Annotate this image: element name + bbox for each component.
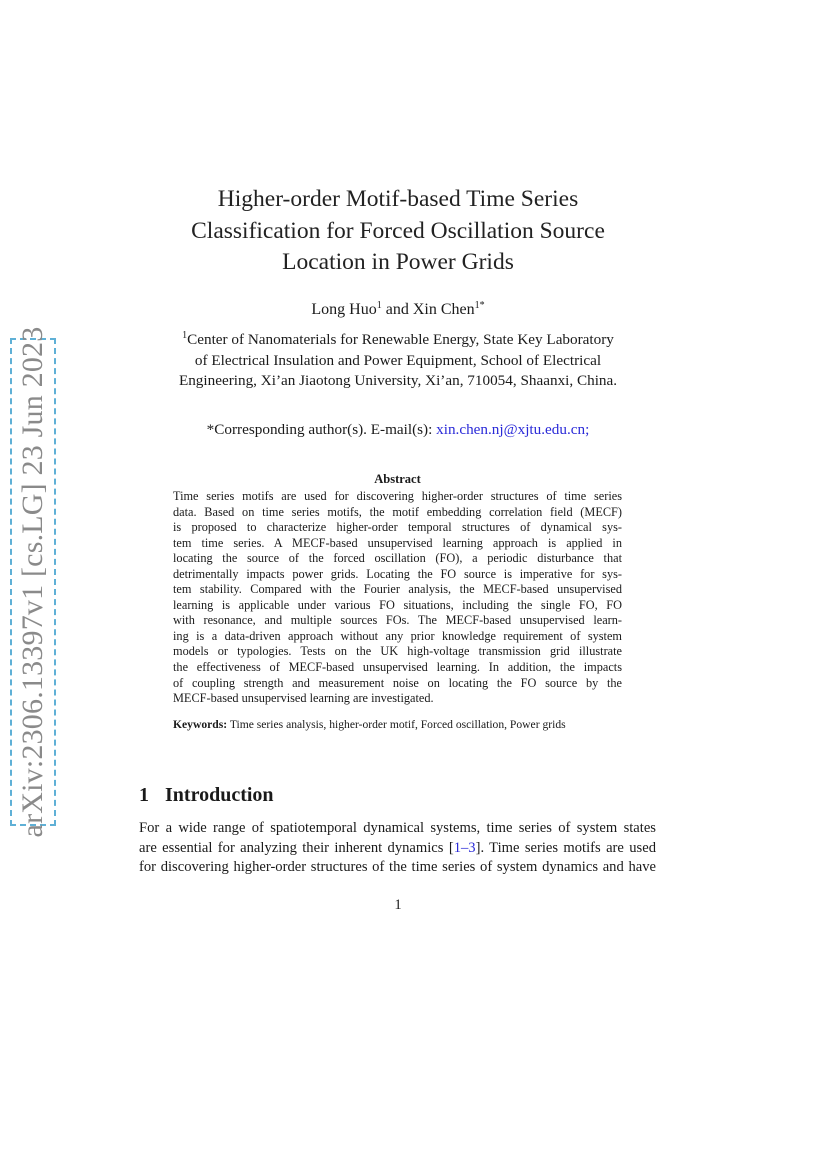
abstract-line: MECF-based unsupervised learning are investigated. [173,691,434,706]
arxiv-stamp [10,326,56,838]
affiliation-line: Engineering, Xi’an Jiaotong University, Xi’an, 710054, Shaanxi, China. [178,372,618,389]
body-text-segment: ]. Time series motifs are used [475,839,656,856]
affiliation [150,330,646,392]
abstract-line: tem stability. Compared with the Fourier analysis, the MECF-based unsupervised [173,582,622,597]
paper-title [160,184,636,279]
abstract-heading: Abstract [374,472,421,486]
body-line [139,839,656,859]
affiliation-line: of Electrical Insulation and Power Equipment, School of Electrical [194,351,602,369]
title-line: Classification for Forced Oscillation Source [191,217,605,244]
section-title: Introduction [165,784,274,806]
keywords-text: Time series analysis, higher-order motif, Forced oscillation, Power grids [229,718,566,731]
abstract-body [173,489,622,707]
corresponding-author [150,420,646,440]
body-line: For a wide range of spatiotemporal dynamical systems, time series of system states [139,820,656,836]
author-name: Long Huo [311,301,377,318]
keywords [173,717,633,732]
page-number: 1 [394,897,402,913]
introduction-text [139,819,656,878]
abstract-line: Time series motifs are used for discovering higher-order structures of time series [173,489,622,503]
keywords-label: Keywords: [173,718,228,731]
body-text-segment: are essential for analyzing their inherent dynamics [ [139,839,454,856]
affiliation-line: Center of Nanomaterials for Renewable Energy, State Key Laboratory [187,331,614,348]
section-number: 1 [139,784,149,806]
abstract-line: models or typologies. Tests on the UK high-voltage transmission grid illustrate [173,644,622,659]
title-line: Higher-order Motif-based Time Series [217,186,579,212]
corresponding-label: *Corresponding author(s). E-mail(s): [206,421,433,438]
body-line: for discovering higher-order structures of the time series of system dynamics and have [139,859,656,875]
abstract-line: the effectiveness of MECF-based unsupervised learning. In addition, the impacts [173,660,622,675]
abstract-line: locating the source of the forced oscillation (FO), a periodic disturbance that [173,551,622,566]
abstract-line: detrimentally impacts power grids. Locating the FO source is imperative for sys- [173,566,622,581]
email-link[interactable]: xin.chen.nj@xjtu.edu.cn; [436,421,590,438]
abstract-line: is proposed to characterize higher-order temporal structures of dynamical sys- [173,520,622,535]
affiliation-marker: 1 [376,300,382,311]
affiliation-marker: 1 [182,330,188,341]
abstract-line: learning is applicable under various FO situations, including the single FO, FO [173,597,622,612]
abstract-line: data. Based on time series motifs, the motif embedding correlation field (MECF) [173,504,622,519]
citation-link[interactable]: 1–3 [453,839,476,856]
title-line: Location in Power Grids [282,249,514,275]
abstract-line: of coupling strength and measurement noise on locating the FO source by the [173,675,622,690]
arxiv-identifier: arXiv:2306.13397v1 [cs.LG] 23 Jun 2023 [16,326,49,838]
abstract-line: with resonance, and multiple sources FOs. The MECF-based unsupervised learn- [173,613,622,628]
author-name: Xin Chen [412,301,475,318]
section-heading [139,783,274,807]
abstract-line: tem time series. A MECF-based unsupervised learning approach is applied in [173,535,622,550]
author-conjunction: and [385,301,409,318]
affiliation-marker: 1* [474,300,485,311]
abstract-line: ing is a data-driven approach without any prior knowledge requirement of system [173,628,622,643]
author-list [160,300,636,320]
